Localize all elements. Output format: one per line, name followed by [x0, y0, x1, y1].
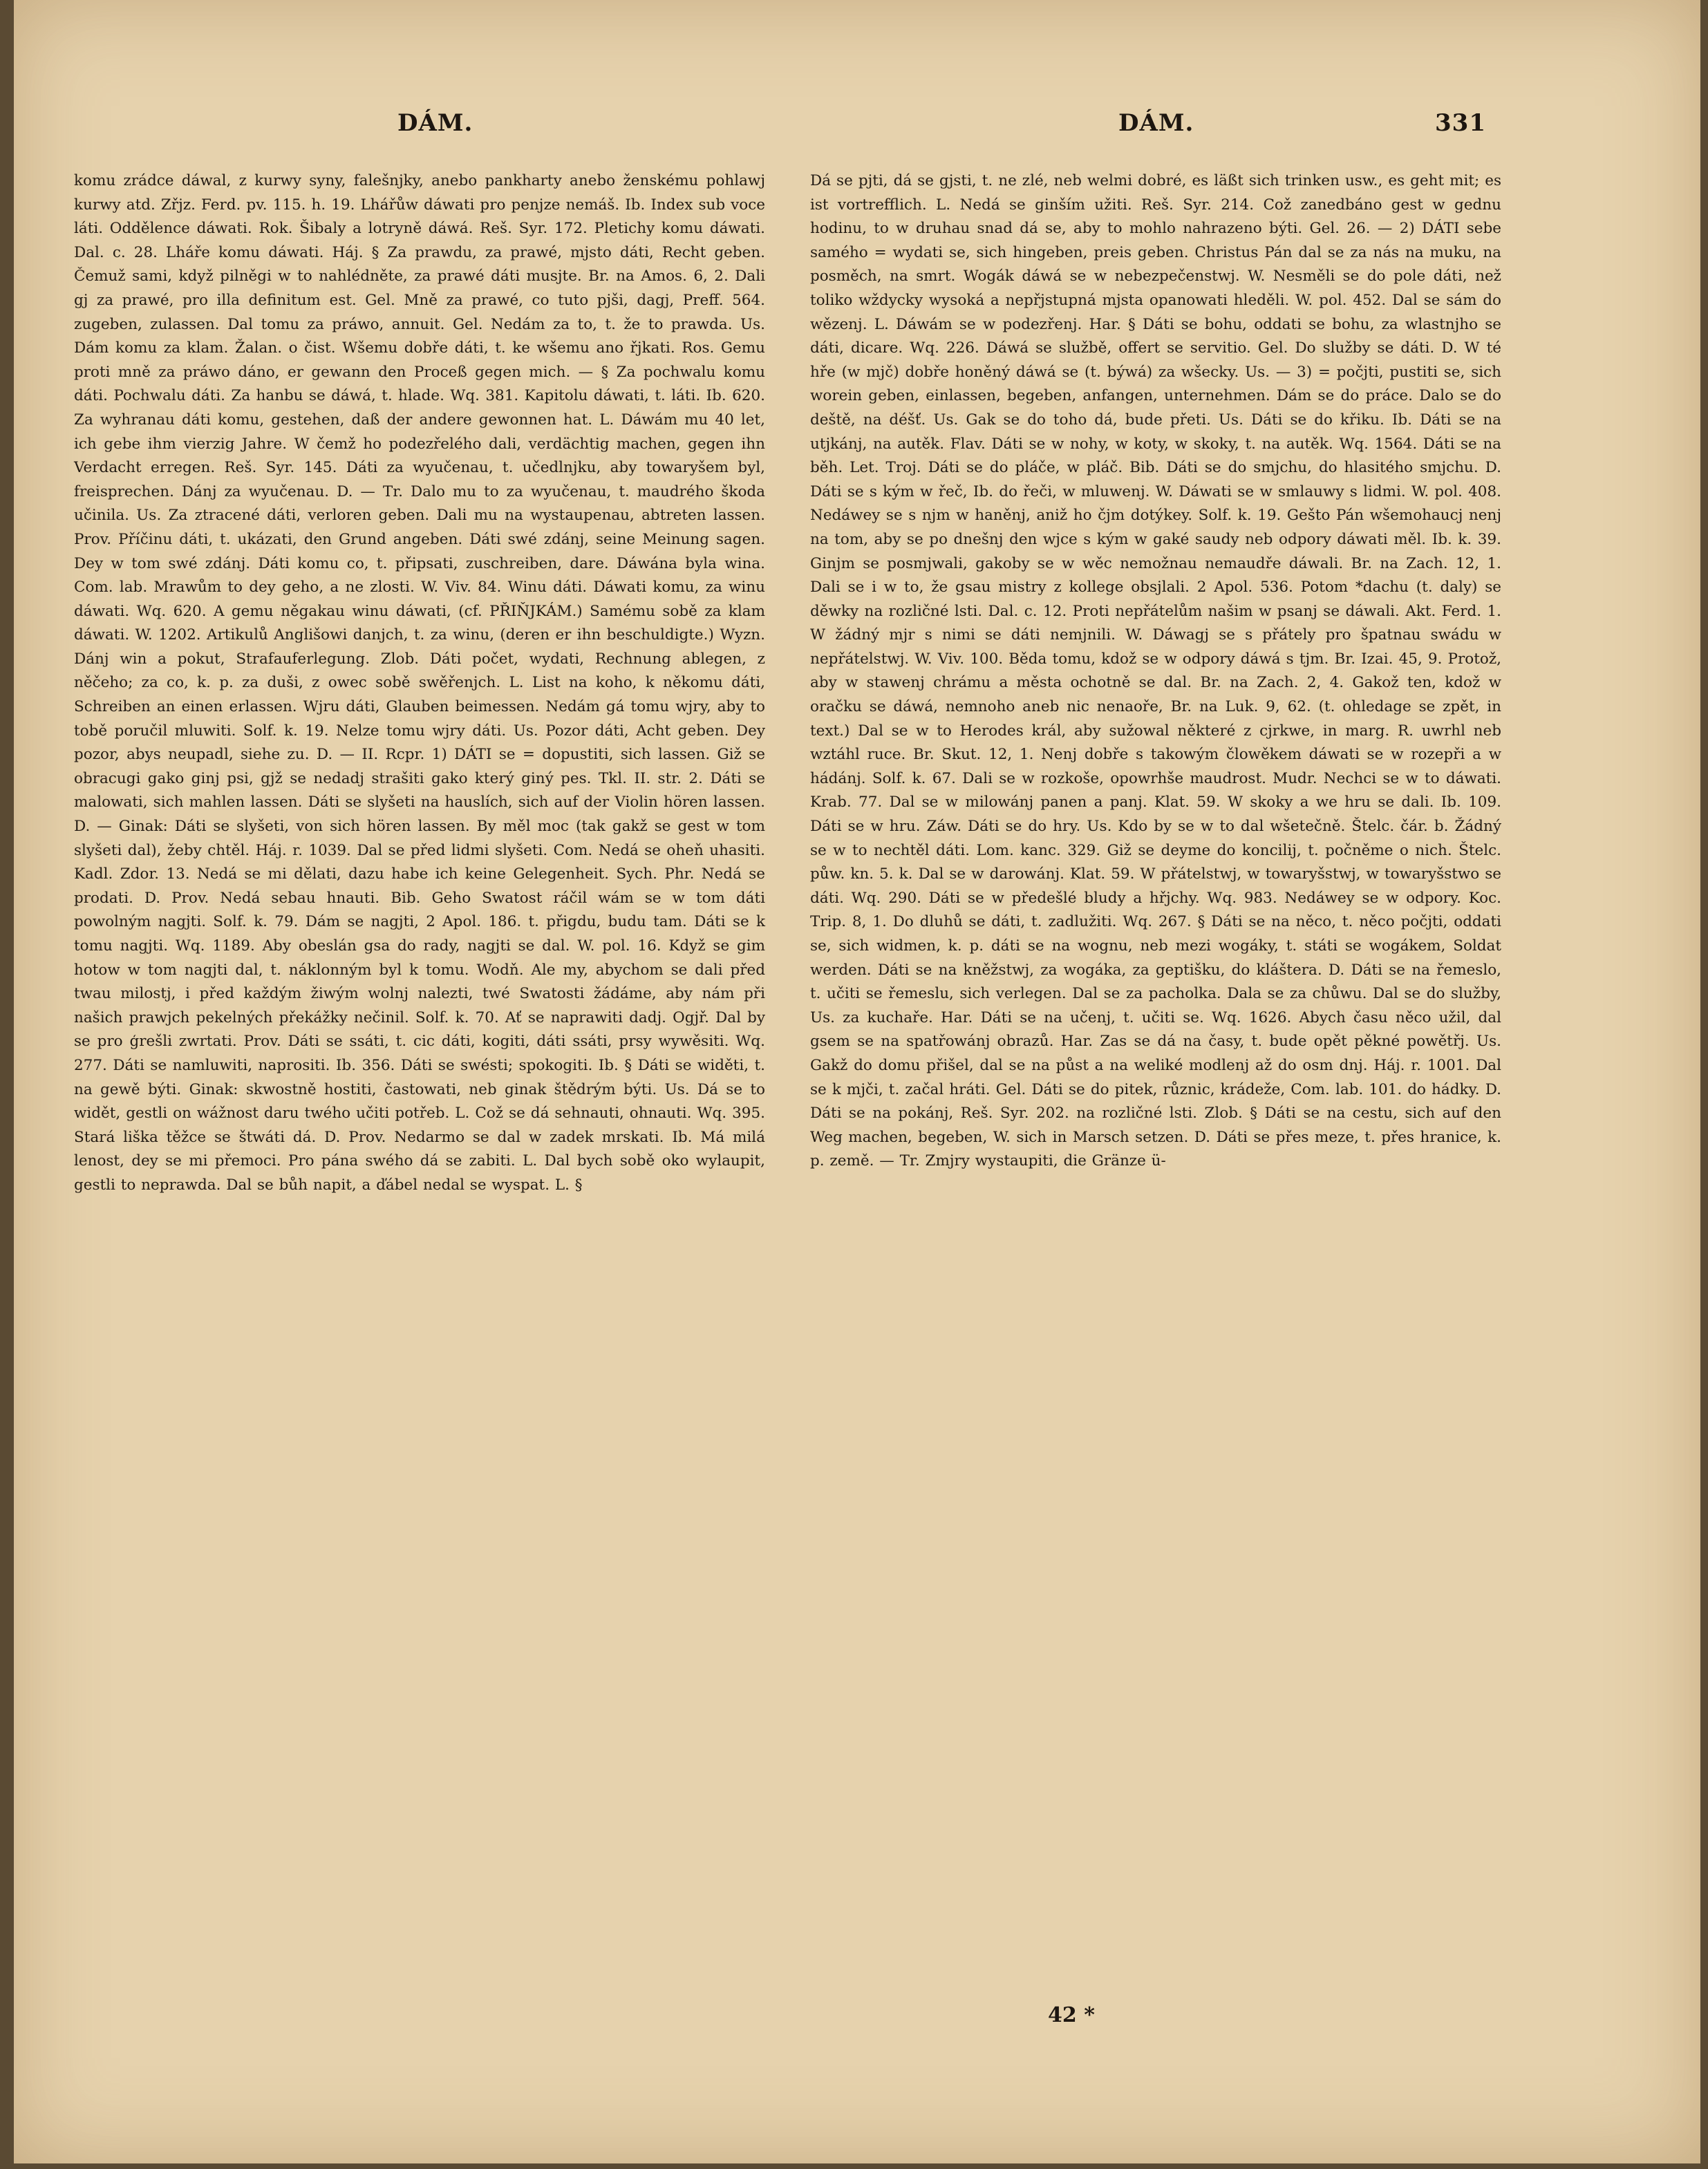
- left-text-column: komu zrádce dáwal, z kurwy syny, falešnjky, anebo pankharty anebo ženskému pohlawj kurwy atd. Zřjz. Ferd. pv. 115. h. 19. Lhářůw dáwati pro penjze nemáš. Ib. Index sub voce láti. Oddělence dáwati. Rok. Šibaly a lotryně dáwá. Reš. Syr. 172. Pletichy komu dáwati. Dal. c. 28. Lháře komu dáwati. Háj. § Za prawdu, za prawé, mjsto dáti, Recht geben. Čemuž sami, když pilněgi w to nahlédněte, za prawé dáti musjte. Br. na Amos. 6, 2. Dali gj za prawé, pro illa definitum est. Gel. Mně za prawé, co tuto pjši, dagj, Preff. 564. zugeben, zulassen. Dal tomu za práwo, annuit. Gel. Nedám za to, t. že to prawda. Us. Dám komu za klam. Žalan. o čist. Wšemu dobře dáti, t. ke wšemu ano řjkati. Ros. Gemu proti mně za práwo dáno, er gewann den Proceß gegen mich. — § Za pochwalu komu dáti. Pochwalu dáti. Za hanbu se dáwá, t. hlade. Wq. 381. Kapitolu dáwati, t. láti. Ib. 620. Za wyhranau dáti komu, gestehen, daß der andere gewonnen hat. L. Dáwám mu 40 let, ich gebe ihm vierzig Jahre. W čemž ho podezřelého dali, verdächtig machen, gegen ihn Verdacht erregen. Reš. Syr. 145. Dáti za wyučenau, t. učedlnjku, aby towaryšem byl, freisprechen. Dánj za wyučenau. D. — Tr. Dalo mu to za wyučenau, t. maudrého škoda učinila. Us. Za ztracené dáti, verloren geben. Dali mu na wystaupenau, abtreten lassen. Prov. Příčinu dáti, t. ukázati, den Grund angeben. Dáti swé zdánj, seine Meinung sagen. Dey w tom swé zdánj. Dáti komu co, t. připsati, zuschreiben, dare. Dáwána byla wina. Com. lab. Mrawům to dey geho, a ne zlosti. W. Viv. 84. Winu dáti. Dáwati komu, za winu dáwati. Wq. 620. A gemu něgakau winu dáwati, (cf. PŘIŇJKÁM.) Samému sobě za klam dáwati. W. 1202. Artikulů Anglišowi danjch, t. za winu, (deren er ihn beschuldigte.) Wyzn. Dánj win a pokut, Strafauferlegung. Zlob. Dáti počet, wydati, Rechnung ablegen, z něčeho; za co, k. p. za duši, z owec sobě swěřenjch. L. List na koho, k někomu dáti, Schreiben an einen erlassen. Wjru dáti, Glauben beimessen. Nedám gá tomu wjry, aby to tobě poručil mluwiti. Solf. k. 19. Nelze tomu wjry dáti. Us. Pozor dáti, Acht geben. Dey pozor, abys neupadl, siehe zu. D. — II. Rcpr. 1) DÁTI se = dopustiti, sich lassen. Giž se obracugi gako ginj psi, gjž se nedadj strašiti gako který giný pes. Tkl. II. str. 2. Dáti se malowati, sich mahlen lassen. Dáti se slyšeti na hauslích, sich auf der Violin hören lassen. D. — Ginak: Dáti se slyšeti, von sich hören lassen. By měl moc (tak gakž se gest w tom slyšeti dal), žeby chtěl. Háj. r. 1039. Dal se před lidmi slyšeti. Com. Nedá se oheň uhasiti. Kadl. Zdor. 13. Nedá se mi dělati, dazu habe ich keine Gelegenheit. Sych. Phr. Nedá se prodati. D. Prov. Nedá sebau hnauti. Bib. Geho Swatost ráčil wám se w tom dáti powolným nagjti. Solf. k. 79. Dám se nagjti, 2 Apol. 186. t. přigdu, budu tam. Dáti se k tomu nagjti. Wq. 1189. Aby obeslán gsa do rady, nagjti se dal. W. pol. 16. Když se gim hotow w tom nagjti dal, t. náklonným byl k tomu. Wodň. Ale my, abychom se dali před twau milostj, i před každým žiwým wolnj nalezti, twé Swatosti žádáme, aby nám při našich prawjch pekelných překážky nečinil. Solf. k. 70. Ať se naprawiti dadj. Ogjř. Dal by se pro ģrešli zwrtati. Prov. Dáti se ssáti, t. cic dáti, kogiti, dáti ssáti, prsy wywěsiti. Wq. 277. Dáti se namluwiti, naprositi. Ib. 356. Dáti se swésti; spokogiti. Ib. § Dáti se widěti, t. na gewě býti. Ginak: skwostně hostiti, častowati, neb ginak štědrým býti. Us. Dá se to widět, gestli on wážnost daru twého učiti potřeb. L. Což se dá sehnauti, ohnauti. Wq. 395. Stará liška těžce se štwáti dá. D. Prov. Nedarmo se dal w zadek mrskati. Ib. Má milá lenost, dey se mi přemoci. Pro pána swého dá se zabiti. L. Dal bych sobě oko wylaupit, gestli to neprawda. Dal se bůh napit, a ďábel nedal se wyspat. L. §: [74, 172, 765, 1194]
- dictionary-page: [14, 0, 1700, 2163]
- printer-signature: 42 *: [1048, 2003, 1095, 2027]
- running-head-center: DÁM.: [1118, 109, 1194, 137]
- right-text-column: Dá se pjti, dá se gjsti, t. ne zlé, neb welmi dobré, es läßt sich trinken usw., es geht mit; es ist vortrefflich. L. Nedá se ginším užiti. Reš. Syr. 214. Což zanedbáno gest w gednu hodinu, to w druhau snad dá se, aby to mohlo nahrazeno býti. Gel. 26. — 2) DÁTI sebe samého = wydati se, sich hingeben, preis geben. Christus Pán dal se za nás na muku, na posměch, na smrt. Wogák dáwá se w nebezpečenstwj. W. Nesměli se do pole dáti, než toliko wždycky wysoká a nepřjstupná mjsta opanowati hleděli. W. pol. 452. Dal se sám do wězenj. L. Dáwám se w podezřenj. Har. § Dáti se bohu, oddati se bohu, za wlastnjho se dáti, dicare. Wq. 226. Dáwá se službě, offert se servitio. Gel. Do služby se dáti. D. W té hře (w mjč) dobře honěný dáwá se (t. býwá) za wšecky. Us. — 3) = počjti, pustiti se, sich worein geben, einlassen, begeben, anfangen, unternehmen. Dám se do práce. Dalo se do deště, na déšť. Us. Gak se do toho dá, bude přeti. Us. Dáti se do křiku. Ib. Dáti se na utjkánj, na autěk. Flav. Dáti se w nohy, w koty, w skoky, t. na autěk. Wq. 1564. Dáti se na běh. Let. Troj. Dáti se do pláče, w pláč. Bib. Dáti se do smjchu, do hlasitého smjchu. D. Dáti se s kým w řeč, Ib. do řeči, w mluwenj. W. Dáwati se w smlauwy s lidmi. W. pol. 408. Nedáwey se s njm w haněnj, aniž ho čjm dotýkey. Solf. k. 19. Gešto Pán wšemohaucj nenj na tom, aby se po dnešnj den wjce s kým w gaké saudy neb odpory dáwati měl. Ib. k. 39. Ginjm se posmjwali, gakoby se w wěc nemožnau nemaudře dáwali. Br. na Zach. 12, 1. Dali se i w to, že gsau mistry z kollege obsjlali. 2 Apol. 536. Potom *dachu (t. daly) se děwky na rozličné lsti. Dal. c. 12. Proti nepřátelům našim w psanj se dáwali. Akt. Ferd. 1. W žádný mjr s nimi se dáti nemjnili. W. Dáwagj se s přátely pro špatnau swádu w nepřátelstwj. W. Viv. 100. Běda tomu, kdož se w odpory dáwá s tjm. Br. Izai. 45, 9. Protož, aby w stawenj chrámu a města ochotně se dal. Br. na Zach. 2, 4. Gakož ten, kdož w oračku se dáwá, nemnoho aneb nic nenaoře, Br. na Luk. 9, 62. (t. ohledage se zpět, in text.) Dal se w to Herodes král, aby sužowal některé z cjrkwe, in marg. R. uwrhl neb wztáhl ruce. Br. Skut. 12, 1. Nenj dobře s takowým člowěkem dáwati se w rozepři a w hádánj. Solf. k. 67. Dali se w rozkoše, opowrhše maudrost. Mudr. Nechci se w to dáwati. Krab. 77. Dal se w milowánj panen a panj. Klat. 59. W skoky a we hru se dali. Ib. 109. Dáti se w hru. Záw. Dáti se do hry. Us. Kdo by se w to dal wšetečně. Štelc. čár. b. Žádný se w to nechtěl dáti. Lom. kanc. 329. Giž se deyme do koncilij, t. počněme o nich. Štelc. půw. kn. 5. k. Dal se w darowánj. Klat. 59. W přátelstwj, w towaryšstwj, w towaryšstwo se dáti. Wq. 290. Dáti se w předešlé bludy a hřjchy. Wq. 983. Nedáwey se w odpory. Koc. Trip. 8, 1. Do dluhů se dáti, t. zadlužiti. Wq. 267. § Dáti se na něco, t. něco počjti, oddati se, sich widmen, k. p. dáti se na wognu, neb mezi wogáky, t. státi se wogákem, Soldat werden. Dáti se na kněžstwj, za wogáka, za geptišku, do kláštera. D. Dáti se na řemeslo, t. učiti se řemeslu, sich verlegen. Dal se za pacholka. Dala se za chůwu. Dal se do služby, Us. za kuchaře. Har. Dáti se na učenj, t. učiti se. Wq. 1626. Abych času něco užil, dal gsem se na spatřowánj obrazů. Har. Zas se dá na časy, t. bude opět pěkné powětřj. Us. Gakž do domu přišel, dal se na půst a na weliké modlenj až do osm dnj. Háj. r. 1001. Dal se k mjči, t. začal hráti. Gel. Dáti se do pitek, různic, krádeže, Com. lab. 101. do hádky. D. Dáti se na pokánj, Reš. Syr. 202. na rozličné lsti. Zlob. § Dáti se na cestu, sich auf den Weg machen, begeben, W. sich in Marsch setzen. D. Dáti se přes meze, t. přes hranice, k. p. země. — Tr. Zmjry wystaupiti, die Gränze ü-: [810, 172, 1501, 1170]
- page-number: 331: [1435, 109, 1486, 137]
- running-head-left: DÁM.: [397, 109, 473, 137]
